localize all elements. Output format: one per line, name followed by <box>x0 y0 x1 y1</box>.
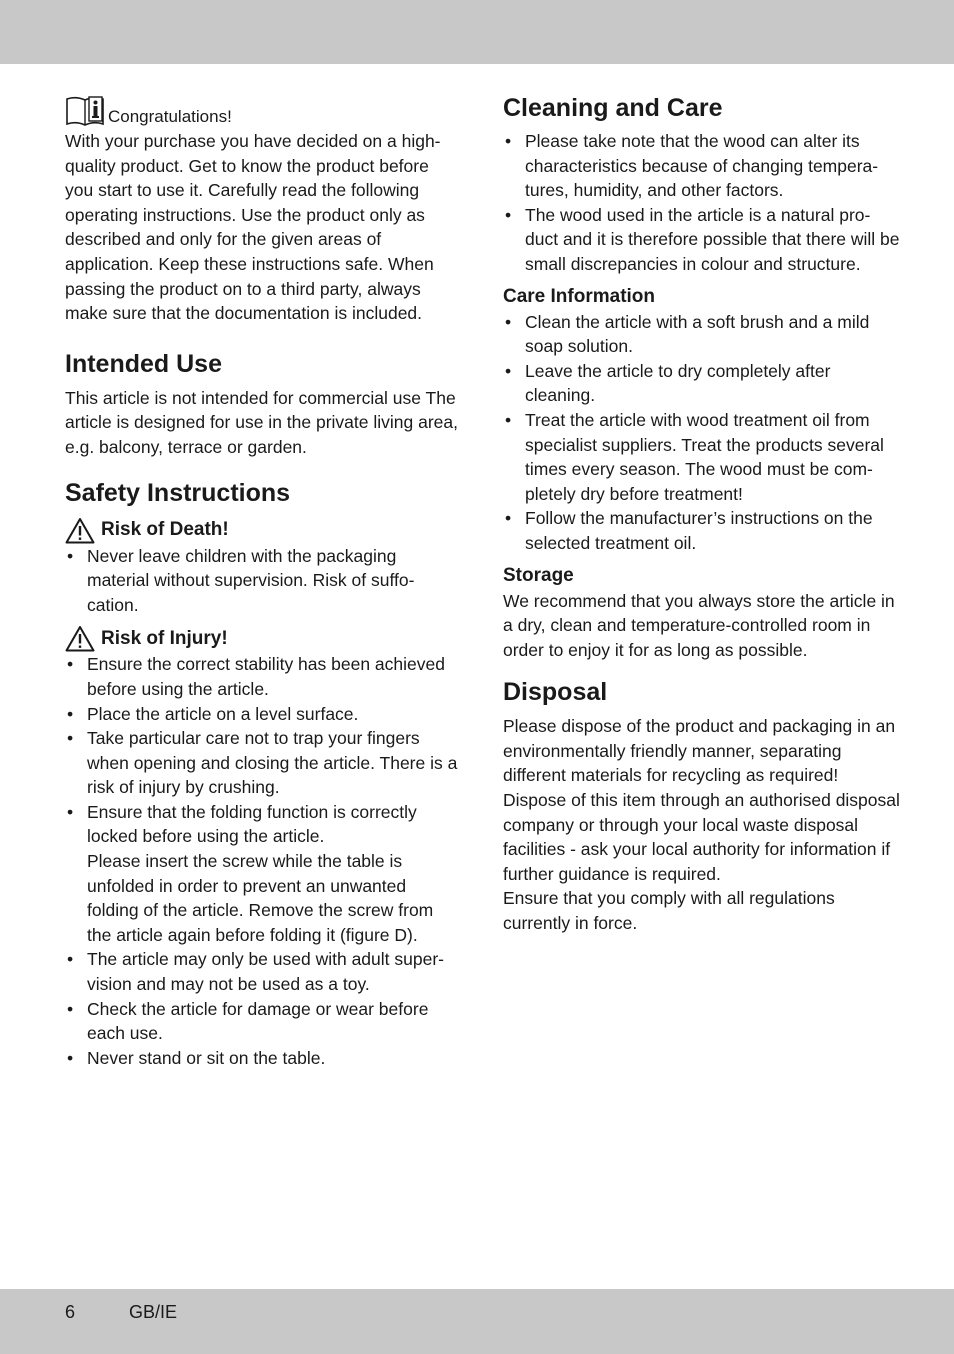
region-label: GB/IE <box>129 1302 178 1322</box>
storage-title: Storage <box>503 564 574 586</box>
disposal-text-1: Please dispose of the product and packaging in an environmentally friendly manner, separating different materials for recycling as required! <box>503 716 896 786</box>
intro-heading <box>65 95 460 127</box>
cleaning-list <box>503 129 903 277</box>
list-item: • The wood used in the article is a natural pro-duct and it is therefore possible that there will be small discrepancies in colour and structure. <box>505 204 900 274</box>
page-number: 6 <box>65 1302 76 1322</box>
storage-text: We recommend that you always store the article in a dry, clean and temperature-controlled room in order to enjoy it for as long as possible. <box>503 590 895 660</box>
care-info-list <box>503 310 903 556</box>
safety-title: Safety Instructions <box>65 478 291 507</box>
list-item: • Ensure the correct stability has been achieved before using the article. <box>67 654 445 699</box>
header-band <box>0 0 954 64</box>
risk-of-death-list <box>65 544 460 618</box>
intro-greeting: Congratulations! <box>108 107 232 126</box>
intro-text: With your purchase you have decided on a high-quality product. Get to know the product before you start to use it. Carefully read the following operating instructions. Use the product only as described and only for the given areas of application. Keep these instructions safe. When passing the product on to a third party, always make sure that the documentation is included. <box>65 131 441 324</box>
list-item: • Check the article for damage or wear before each use. <box>67 998 429 1044</box>
intended-use-text: This article is not intended for commercial use The article is designed for use in the private living area, e.g. balcony, terrace or garden. <box>65 387 458 457</box>
list-item: • Ensure that the folding function is correctly locked before using the article. Please insert the screw while the table is unfolded in order to prevent an unwanted folding of the article. Remove the screw from the article again before folding it (figure D). <box>67 801 434 945</box>
right-column <box>503 92 903 936</box>
intended-use-title: Intended Use <box>65 349 222 378</box>
list-item: • Follow the manufacturer’s instructions on the selected treatment oil. <box>505 508 873 553</box>
list-item: • Leave the article to dry completely after cleaning. <box>505 360 831 406</box>
risk-of-injury-title: Risk of Injury! <box>101 627 228 649</box>
cleaning-title: Cleaning and Care <box>503 94 723 122</box>
disposal-title: Disposal <box>503 678 608 707</box>
list-item: • Clean the article with a soft brush and a mild soap solution. <box>505 311 870 357</box>
list-item: • Treat the article with wood treatment oil from specialist suppliers. Treat the products several times every season. The wood must be com-pletely dry before treatment! <box>505 409 884 504</box>
risk-of-death-title: Risk of Death! <box>101 519 229 541</box>
risk-of-death-heading <box>65 517 460 544</box>
risk-of-injury-list <box>65 652 460 1070</box>
info-book-icon <box>65 95 105 127</box>
list-item: • Never stand or sit on the table. <box>67 1047 326 1068</box>
list-item: • Please take note that the wood can alter its characteristics because of changing tempera-tures, humidity, and other factors. <box>505 131 879 201</box>
warning-triangle-icon <box>65 625 95 652</box>
warning-triangle-icon <box>65 517 95 544</box>
disposal-text-2: Dispose of this item through an authorised disposal company or through your local waste disposal facilities - ask your local authority for information if further guidance is required. <box>503 790 900 884</box>
list-item: • The article may only be used with adult super-vision and may not be used as a toy. <box>67 949 444 995</box>
disposal-text-3: Ensure that you comply with all regulations currently in force. <box>503 888 835 934</box>
list-item: • Place the article on a level surface. <box>67 703 359 724</box>
risk-of-injury-heading <box>65 625 460 652</box>
care-info-title: Care Information <box>503 285 656 307</box>
left-column <box>65 95 460 1070</box>
list-item: • Never leave children with the packaging material without supervision. Risk of suffo-cation. <box>67 545 415 615</box>
list-item: • Take particular care not to trap your fingers when opening and closing the article. There is a risk of injury by crushing. <box>67 728 458 798</box>
